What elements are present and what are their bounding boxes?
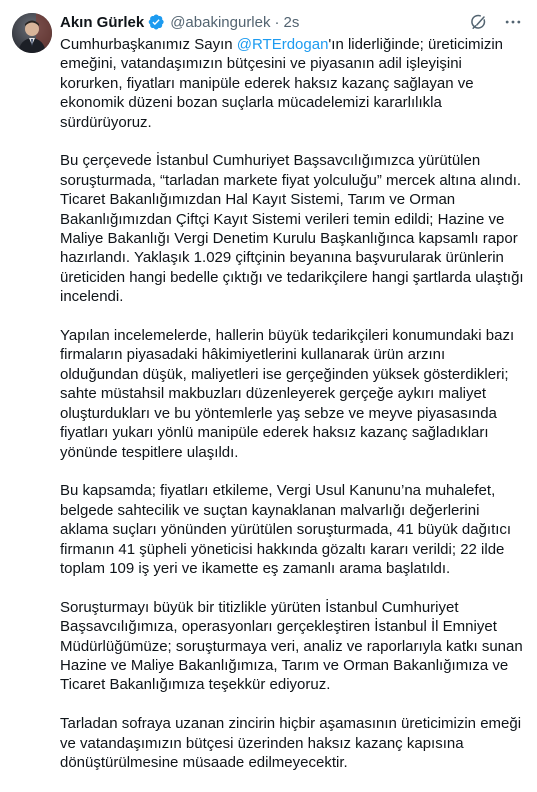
grok-icon[interactable]	[469, 12, 489, 32]
separator-dot: ·	[274, 13, 280, 31]
paragraph-text: 'ın liderliğinde; üreticimizin emeğini, vatandaşımızın bütçesini ve piyasanın adil işleyişini korurken, fiyatları manipüle ederek haksız kazanç sağlayan ve ekonomik düzeni bozan suçlarla mücadelemizi kararlılıkla sürdürüyoruz.	[60, 36, 504, 131]
avatar[interactable]	[12, 13, 52, 53]
handle[interactable]: @abakingurlek	[170, 13, 271, 31]
tweet-paragraph-2: Bu çerçevede İstanbul Cumhuriyet Başsavcılığımızca yürütülen soruşturmada, “tarladan markete fiyat yolculuğu” mercek altına alındı. Ticaret Bakanlığımızdan Hal Kayıt Sistemi, Tarım ve Orman Bakanlığımızdan Çiftçi Kayıt Sistemi verileri temin edildi; Hazine ve Maliye Bakanlığı Vergi Denetim Kurulu Başkanlığınca kapsamlı rapor hazırlandı. Yaklaşık 1.029 çiftçinin beyanına başvurularak ürünlerin üreticiden hangi bedelle çıktığı ve tedarikçilere hangi şartlarda ulaştığı incelendi.	[60, 152, 524, 306]
mention-link[interactable]: @RTErdogan	[236, 36, 329, 53]
tweet-paragraph-5: Soruşturmayı büyük bir titizlikle yürüten İstanbul Cumhuriyet Başsavcılığımıza, operasyonları gerçekleştiren İstanbul İl Emniyet Müdürlüğümüze; soruşturmaya veri, analiz ve raporlarıyla katkı sunan Hazine ve Maliye Bakanlığımıza, Tarım ve Orman Bakanlığımıza ve Ticaret Bakanlığımıza teşekkür ediyoruz.	[60, 598, 523, 694]
paragraph-text: Cumhurbaşkanımız Sayın	[60, 36, 237, 53]
display-name[interactable]: Akın Gürlek	[60, 13, 145, 31]
tweet-paragraph-3: Yapılan incelemelerde, hallerin büyük tedarikçileri konumundaki bazı firmaların piyasadaki hâkimiyetlerini kullanarak ürün arzını olduğundan düşük, maliyetleri ise gerçeğinden yüksek gösterdikleri; sahte müstahsil makbuzları düzenleyerek gerçeğe aykırı maliyet oluşturdukları ve bu yöntemlerle yaş sebze ve meyve piyasasında fiyatları yukarı yönlü manipüle ederek haksız kazanç sağladıkları yönünde tespitlere ulaşıldı.	[60, 327, 515, 461]
tweet-paragraph-1	[60, 35, 525, 132]
verified-badge-icon	[147, 13, 165, 31]
tweet-actions	[469, 12, 523, 32]
tweet-paragraph-4: Bu kapsamda; fiyatları etkileme, Vergi Usul Kanunu’na muhalefet, belgede sahtecilik ve suçtan kaynaklanan malvarlığı değerlerini aklama suçları yönünden yürütülen soruşturmada, 41 büyük dağıtıcı firmanın 41 şüpheli yöneticisi hakkında gözaltı kararı verildi; 22 ilde toplam 109 iş yeri ve ikamette eş zamanlı arama başlatıldı.	[60, 482, 512, 577]
timestamp[interactable]: 2s	[283, 13, 300, 31]
tweet-text	[60, 35, 525, 792]
tweet-header	[60, 11, 299, 33]
tweet-paragraph-6: Tarladan sofraya uzanan zincirin hiçbir aşamasının üreticimizin emeği ve vatandaşımızın bütçesi üzerinden haksız kazanç kapısına dönüştürülmesine müsaade edilmeyecektir.	[60, 715, 522, 771]
avatar-image	[12, 13, 52, 53]
more-icon[interactable]	[503, 12, 523, 32]
